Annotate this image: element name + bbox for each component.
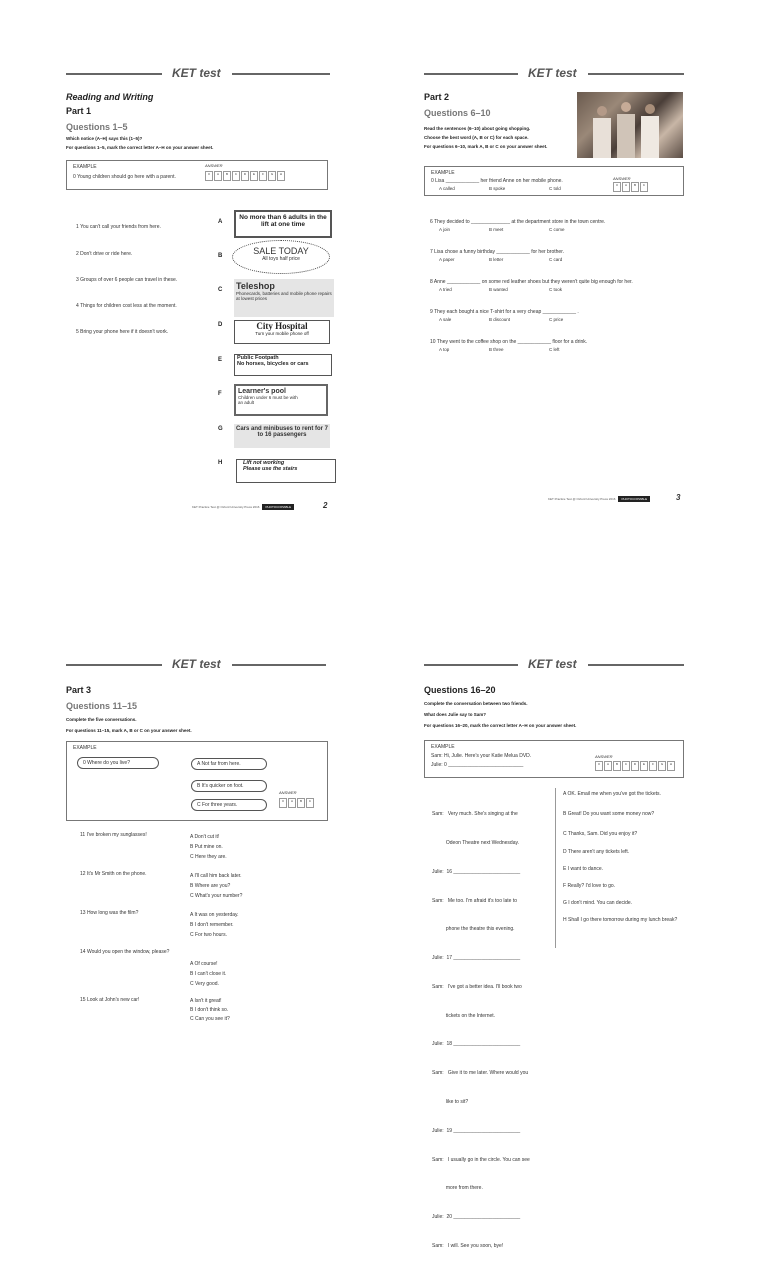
notice-b-text: All toys half price xyxy=(262,256,300,262)
question-item: 12 It's Mr Smith on the phone. xyxy=(80,871,147,877)
question-item: 1 You can't call your friends from here. xyxy=(76,224,161,230)
page-part3 xyxy=(66,657,336,733)
option-list: A Of course! B I can't close it. C Very good. xyxy=(190,961,227,987)
page-header xyxy=(424,657,694,673)
photocopiable-tag: PHOTOCOPIABLE xyxy=(262,504,294,510)
question-item: 11 I've broken my sunglasses! xyxy=(80,832,147,838)
question-item: 8 Anne ____________ on some red leather shoes but they weren't quite big enough for her. A tried B wanted C took xyxy=(430,279,633,292)
questions-title: Questions 1–5 xyxy=(66,122,128,132)
notice-d-text: Turn your mobile phone off xyxy=(255,331,309,336)
page-header xyxy=(424,66,694,82)
notice-c-title: Teleshop xyxy=(236,281,275,291)
answer-label: ANSWER xyxy=(279,790,297,795)
example-label: EXAMPLE xyxy=(431,170,455,176)
page-part4 xyxy=(424,657,694,728)
answer-cells: 0 A B C xyxy=(613,182,648,192)
question-item: 7 Lisa chose a funny birthday ____________ for her brother. A paper B letter C card xyxy=(430,249,564,262)
questions-title: Questions 6–10 xyxy=(424,108,491,118)
page-header xyxy=(66,657,336,673)
question-item: 9 They each bought a nice T-shirt for a very cheap ____________ . A sale B discount C price xyxy=(430,309,579,322)
notice-h-text: Please use the stairs xyxy=(243,466,298,472)
photocopiable-tag: PHOTOCOPIABLE xyxy=(618,496,650,502)
example-julie-line: Julie: 0 ___________________________ xyxy=(431,762,524,768)
question-item: 6 They decided to ______________ at the department store in the town centre. A join B meet C come xyxy=(430,219,606,232)
notice-e-text: No horses, bicycles or cars xyxy=(237,361,309,367)
page-number: 3 xyxy=(676,493,681,502)
answer-cells: 0 A B C xyxy=(279,798,314,808)
instruction: Which notice (A–H) says this (1–5)? xyxy=(66,136,143,141)
notice-letter: C xyxy=(218,287,223,293)
answer-label: ANSWER xyxy=(595,754,613,759)
instruction: Choose the best word (A, B or C) for each space. xyxy=(424,135,529,140)
instruction: Complete the five conversations. xyxy=(66,717,137,722)
notice-letter: H xyxy=(218,460,223,466)
option-list: A It was on yesterday. B I don't remember. C For two hours. xyxy=(190,912,239,938)
example-label: EXAMPLE xyxy=(73,745,97,751)
section-title: Reading and Writing xyxy=(66,92,154,102)
example-box xyxy=(424,740,684,778)
shopping-photo xyxy=(577,92,683,158)
example-options: A called B spoke C told xyxy=(439,186,561,191)
notice-letter: A xyxy=(218,219,223,225)
column-divider xyxy=(555,788,556,948)
page-number: 2 xyxy=(323,501,328,510)
questions-title: Questions 16–20 xyxy=(424,685,496,695)
instruction: For questions 1–5, mark the correct letter A–H on your answer sheet. xyxy=(66,145,214,150)
header-title: KET test xyxy=(172,657,221,671)
instruction: For questions 16–20, mark the correct letter A–H on your answer sheet. xyxy=(424,723,577,728)
instruction: Complete the conversation between two friends. xyxy=(424,701,528,706)
dialogue: Sam: Very much. She's singing at the Odeon Theatre next Wednesday. Julie: 16 ________________________ Sam: Me too. I'm afraid it's too late to phone the theatre this evening. Julie: 17 ________________________ Sam: I've got a better idea. I'll book two tickets on the Internet. Julie: 18 ________________________ Sam: Give it to me later. Where would you like to sit? Julie: 19 ________________________ Sam: I usually go in the circle. You can see more from there. Julie: 20 ________________________ Sam: I will. See you soon, bye! xyxy=(432,811,530,1249)
question-item: 13 How long was the film? xyxy=(80,910,139,916)
example-sam-line: Sam: Hi, Julie. Here's your Katie Melua DVD. xyxy=(431,753,532,759)
notice-a: No more than 6 adults in the lift at one time xyxy=(234,210,332,238)
answer-cells: 0 A B C D E F G H xyxy=(205,171,285,181)
notice-f-title: Learner's pool xyxy=(238,388,286,395)
page-footer xyxy=(192,505,297,509)
notice-letter: G xyxy=(218,426,223,432)
notice-h xyxy=(236,459,336,483)
answer-label: ANSWER xyxy=(205,163,223,168)
notice-letter: F xyxy=(218,391,222,397)
option-list: A Don't cut it! B Put mine on. C Here they are. xyxy=(190,834,227,860)
example-question-bubble: 0 Where do you live? xyxy=(77,757,159,769)
instruction: What does Julie say to Sam? xyxy=(424,712,487,717)
question-item: 10 They went to the coffee shop on the ____________ floor for a drink. A top B three C left xyxy=(430,339,588,352)
example-text: 0 Young children should go here with a parent. xyxy=(73,174,176,180)
example-box xyxy=(66,160,328,190)
instruction: Read the sentences (6–10) about going shopping. xyxy=(424,126,531,131)
part-title: Part 2 xyxy=(424,92,450,102)
header-title: KET test xyxy=(172,66,221,80)
question-item: 3 Groups of over 6 people can travel in these. xyxy=(76,277,178,283)
header-title: KET test xyxy=(528,66,577,80)
question-item: 15 Look at John's new car! xyxy=(80,997,140,1003)
notice-h-title: Lift not working xyxy=(243,460,285,466)
notice-g: Cars and minibuses to rent for 7 to 16 passengers xyxy=(234,424,330,448)
notice-f-text: Children under 6 must be with an adult xyxy=(238,395,298,405)
example-box xyxy=(424,166,684,196)
notice-letter: B xyxy=(218,253,223,259)
question-item: 5 Bring your phone here if it doesn't work. xyxy=(76,329,169,335)
footer-text: KET Practice Test @ Oxford University Press 2016 xyxy=(548,497,616,501)
notice-f xyxy=(234,384,328,416)
notice-c xyxy=(234,279,334,317)
header-title: KET test xyxy=(528,657,577,671)
answer-cells: 0 A B C D E F G H xyxy=(595,761,675,771)
example-text: 0 Lisa ____________ her friend Anne on her mobile phone. xyxy=(431,178,563,184)
instruction: For questions 6–10, mark A, B or C on your answer sheet. xyxy=(424,144,548,149)
page-2 xyxy=(66,66,336,190)
notice-e xyxy=(234,354,332,376)
notice-d xyxy=(234,320,330,344)
question-item: 14 Would you open the window, please? xyxy=(80,949,170,955)
part-title: Part 1 xyxy=(66,106,92,116)
footer-text: KET Practice Test @ Oxford University Press 2016 xyxy=(192,505,260,509)
instruction: For questions 11–15, mark A, B or C on your answer sheet. xyxy=(66,728,192,733)
notice-e-title: Public Footpath xyxy=(237,355,279,361)
part-title: Part 3 xyxy=(66,685,92,695)
option-list: A I'll call him back later. B Where are you? C What's your number? xyxy=(190,873,243,899)
example-option-bubble: C For three years. xyxy=(191,799,267,811)
notice-b xyxy=(232,240,330,274)
notice-b-title: SALE TODAY xyxy=(253,246,309,256)
example-label: EXAMPLE xyxy=(73,164,97,170)
answer-label: ANSWER xyxy=(613,176,631,181)
example-option-bubble: B It's quicker on foot. xyxy=(191,780,267,792)
page-header xyxy=(66,66,336,82)
example-label: EXAMPLE xyxy=(431,744,455,750)
question-item: 4 Things for children cost less at the moment. xyxy=(76,303,177,309)
notice-letter: D xyxy=(218,322,223,328)
notice-c-text: Phonecards, batteries and mobile phone repairs at lowest prices xyxy=(236,291,332,301)
option-list: A Isn't it great! B I don't think so. C Can you see it? xyxy=(190,998,230,1022)
questions-title: Questions 11–15 xyxy=(66,701,138,711)
question-item: 2 Don't drive or ride here. xyxy=(76,251,133,257)
answer-options: A OK. Email me when you've got the tickets. B Great! Do you want some money now? C Thanks, Sam. Did you enjoy it? D There aren't any tickets left. E I want to dance. F Really? I'd love to go. G I don't mind. You can decide. H Shall I go there tomorrow during my lunch break? xyxy=(563,791,678,923)
page-footer xyxy=(548,497,653,501)
notice-letter: E xyxy=(218,357,223,363)
example-option-bubble: A Not far from here. xyxy=(191,758,267,770)
notice-d-title: City Hospital xyxy=(256,321,308,331)
